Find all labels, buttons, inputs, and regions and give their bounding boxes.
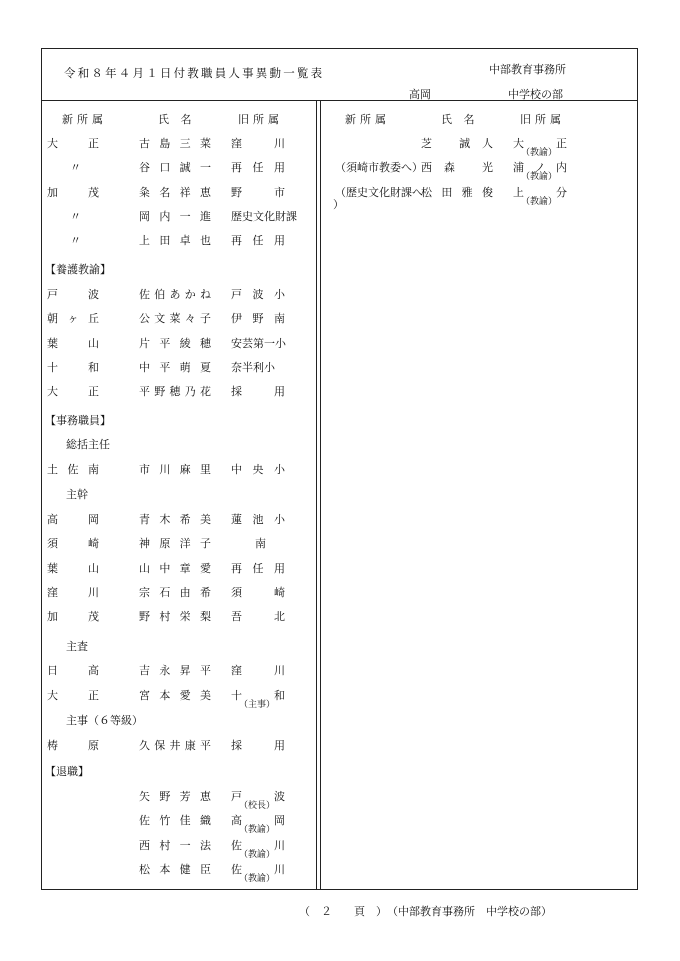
person-name: 西森 光 [421, 161, 493, 174]
new-post: 葉 山 [47, 336, 99, 350]
table-row [0, 586, 680, 600]
new-post: 〃 [70, 234, 81, 248]
old-post: 再任用 [231, 234, 285, 248]
person-name: 古島三菜 [139, 137, 211, 150]
new-post: （須崎市教委へ） [335, 161, 423, 174]
table-row [0, 463, 680, 477]
table-row [0, 361, 680, 375]
old-post: 佐 川 [231, 862, 285, 876]
person-name: 野村栄梨 [139, 610, 211, 624]
person-name: 吉永昇平 [139, 664, 211, 677]
new-post: 須 崎 [47, 537, 99, 551]
person-name: 中平萌夏 [139, 360, 211, 374]
new-post: （歴史文化財課へ [335, 186, 423, 199]
old-post: 再任用 [231, 561, 285, 575]
table-row [0, 234, 680, 248]
old-post: 蓮池小 [231, 513, 285, 526]
old-post: 上 分 [513, 186, 567, 199]
new-post: 高 岡 [47, 513, 99, 526]
new-post: 大 正 [47, 385, 99, 399]
person-name: 市川麻里 [139, 463, 211, 476]
table-row [0, 790, 680, 804]
position-note: （教諭） [239, 825, 276, 836]
position-note: （教諭） [521, 148, 558, 158]
person-name: 佐伯あかね [139, 288, 211, 301]
subheading-shuji: 主事（６等級） [66, 714, 143, 727]
document-title: 令和８年４月１日付教職員人事異動一覧表 [64, 66, 325, 80]
person-name: 神原洋子 [139, 537, 211, 551]
table-row [0, 385, 680, 399]
person-name: 上田卓也 [139, 234, 211, 248]
section-heading-yogo: 【養護教諭】 [45, 263, 111, 276]
table-row [0, 814, 680, 828]
person-name: 山中章愛 [139, 561, 211, 575]
table-row [0, 689, 680, 703]
table-row [0, 664, 680, 678]
new-post: 十 和 [47, 360, 99, 374]
person-name: 松田雅俊 [421, 186, 493, 199]
table-row [0, 839, 680, 853]
table-row [0, 739, 680, 753]
old-post: 採 用 [231, 739, 285, 752]
subheading-shukan: 主幹 [66, 488, 88, 501]
page-footer: （ ２ 頁 ） （中部教育事務所 中学校の部） [299, 905, 552, 918]
new-post-cont: ） [333, 198, 344, 211]
new-post: 梼 原 [47, 739, 99, 752]
new-post: 日 高 [47, 664, 99, 677]
table-row [0, 312, 680, 326]
region-name: 高岡 [409, 88, 431, 101]
new-post: 加 茂 [47, 185, 99, 199]
new-post: 〃 [70, 161, 81, 175]
old-post: 十 和 [231, 689, 285, 702]
old-post: 採 用 [231, 385, 285, 399]
person-name: 宗石由希 [139, 585, 211, 599]
subheading-sokatsu: 総括主任 [66, 438, 110, 451]
old-post: 佐 川 [231, 838, 285, 852]
new-post: 朝ヶ丘 [47, 312, 99, 326]
person-name: 粂名祥恵 [139, 185, 211, 199]
position-note: （教諭） [521, 172, 558, 182]
table-row [0, 137, 680, 151]
old-post: 安芸第一小 [231, 336, 286, 350]
table-row [0, 562, 680, 576]
old-post: 中央小 [231, 463, 285, 476]
person-name: 松本健臣 [139, 862, 211, 876]
old-post: 吾 北 [231, 610, 285, 624]
new-post: 大 正 [47, 689, 99, 702]
table-row [0, 161, 680, 175]
person-name: 佐竹佳織 [139, 814, 211, 828]
new-post: 戸 波 [47, 288, 99, 301]
person-name: 久保井康平 [139, 739, 211, 752]
person-name: 岡内一進 [139, 209, 211, 223]
table-row [0, 513, 680, 527]
section-heading-jimu: 【事務職員】 [45, 414, 111, 427]
new-post: 〃 [70, 209, 81, 223]
new-post: 窪 川 [47, 585, 99, 599]
table-row [0, 610, 680, 624]
position-note: （主事） [239, 700, 276, 710]
old-post: 窪 川 [231, 664, 285, 677]
old-post: 再任用 [231, 161, 285, 175]
office-name: 中部教育事務所 [489, 63, 566, 76]
col-header-new-post: 新所属 [62, 113, 107, 126]
old-post: 高 岡 [231, 814, 285, 828]
old-post: 南 [255, 537, 266, 551]
col-header-old-post: 旧所属 [238, 113, 283, 126]
school-level: 中学校の部 [508, 88, 563, 101]
table-row [0, 288, 680, 302]
position-note: （教諭） [521, 197, 558, 207]
col-header-name: 氏 名 [158, 113, 196, 126]
table-row [0, 337, 680, 351]
col-header-new-post-right: 新所属 [345, 113, 390, 126]
person-name: 公文菜々子 [139, 312, 211, 326]
old-post: 大 正 [513, 137, 567, 150]
old-post: 伊野南 [231, 312, 285, 326]
col-header-name-right: 氏 名 [441, 113, 479, 126]
old-post: 戸 波 [231, 790, 285, 803]
position-note: （教諭） [239, 873, 276, 884]
person-name: 西村一法 [139, 838, 211, 852]
person-name: 芝 誠人 [421, 137, 493, 150]
person-name: 青木希美 [139, 513, 211, 526]
table-row [0, 863, 680, 877]
table-row [0, 537, 680, 551]
section-heading-taishoku: 【退職】 [45, 765, 89, 778]
old-post: 野 市 [231, 185, 285, 199]
old-post: 歴史文化財課 [231, 209, 297, 223]
old-post: 奈半利小 [231, 360, 275, 374]
col-header-old-post-right: 旧所属 [520, 113, 565, 126]
new-post: 土佐南 [47, 463, 99, 476]
person-name: 谷口誠一 [139, 161, 211, 175]
person-name: 平野穂乃花 [139, 385, 211, 399]
new-post: 葉 山 [47, 561, 99, 575]
person-name: 宮本愛美 [139, 689, 211, 702]
position-note: （教諭） [239, 849, 276, 860]
old-post: 戸波小 [231, 288, 285, 301]
subheading-shusa: 主査 [66, 640, 88, 653]
new-post: 大 正 [47, 137, 99, 150]
old-post: 須 崎 [231, 585, 285, 599]
person-name: 片平綾穂 [139, 336, 211, 350]
old-post: 窪 川 [231, 137, 285, 150]
new-post: 加 茂 [47, 610, 99, 624]
person-name: 矢野芳恵 [139, 790, 211, 803]
old-post: 浦ノ内 [513, 161, 567, 174]
position-note: （校長） [239, 801, 276, 811]
